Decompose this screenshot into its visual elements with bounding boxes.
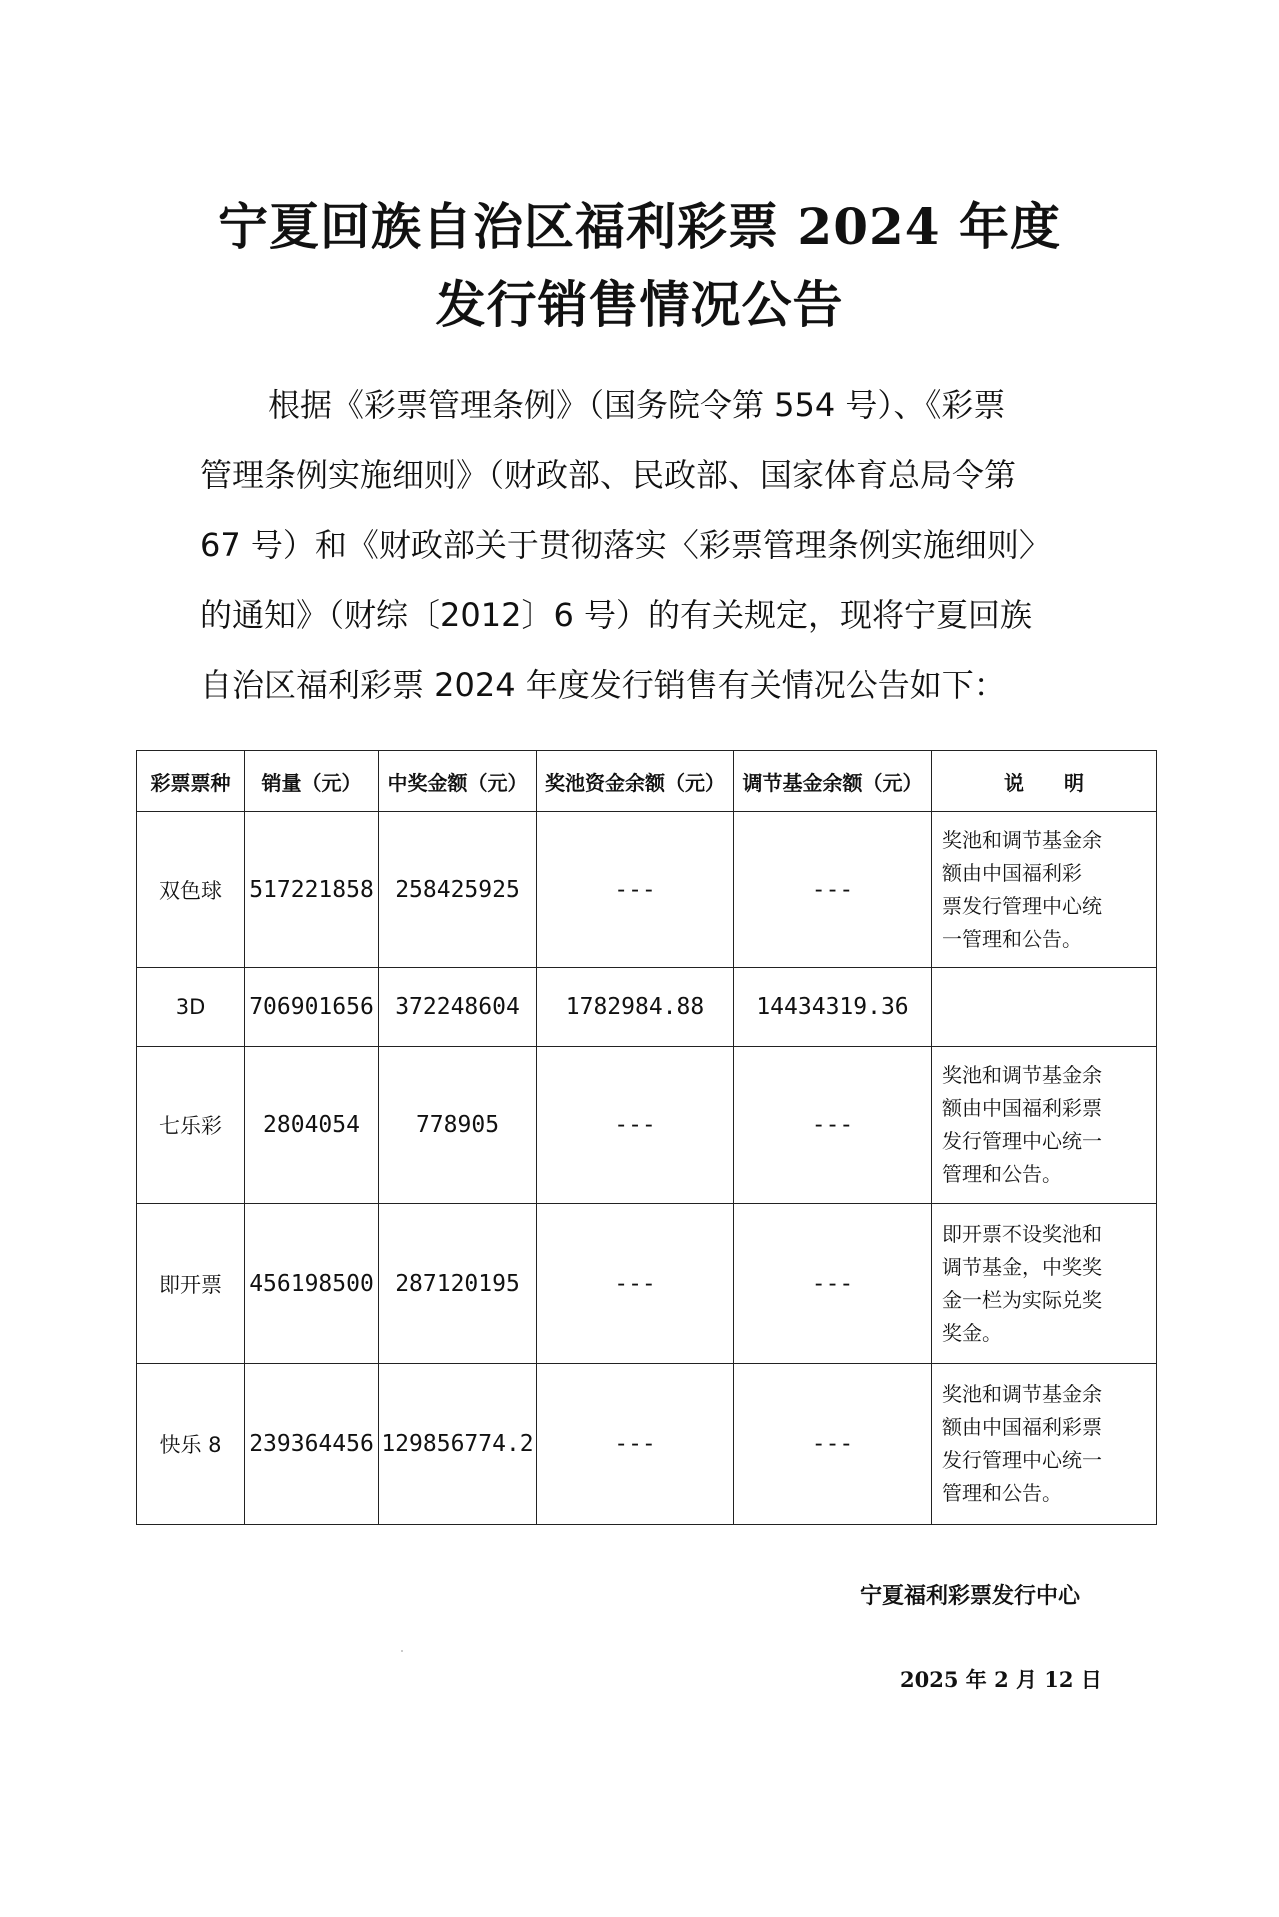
- cell-pool: 1782984.88: [537, 968, 734, 1047]
- note-line: 发行管理中心统一: [942, 1129, 1102, 1153]
- cell-pool: ---: [537, 1204, 734, 1364]
- header-pool: 奖池资金余额（元）: [537, 751, 734, 812]
- cell-type: 快乐 8: [137, 1364, 245, 1525]
- table-row: [137, 812, 1157, 968]
- cell-note: [932, 1364, 1157, 1525]
- cell-prize: 287120195: [379, 1204, 537, 1364]
- cell-fund: ---: [734, 1047, 932, 1204]
- note-line: 票发行管理中心统: [942, 893, 1102, 918]
- table-header-row: [137, 751, 1157, 812]
- paragraph-line: 自治区福利彩票 2024 年度发行销售有关情况公告如下：: [200, 666, 1006, 704]
- header-sales: 销量（元）: [245, 751, 379, 812]
- note-line: 额由中国福利彩票: [942, 1415, 1102, 1439]
- paragraph-line: 根据《彩票管理条例》（国务院令第 554 号）、《彩票: [268, 386, 1006, 424]
- cell-type: 七乐彩: [137, 1047, 245, 1204]
- paragraph-line: 67 号）和《财政部关于贯彻落实〈彩票管理条例实施细则〉: [200, 526, 1051, 564]
- cell-prize: 778905: [379, 1047, 537, 1204]
- cell-fund: 14434319.36: [734, 968, 932, 1047]
- note-line: 管理和公告。: [942, 1481, 1062, 1505]
- cell-note: [932, 1047, 1157, 1204]
- header-note: 说 明: [932, 751, 1157, 812]
- cell-note: [932, 1204, 1157, 1364]
- note-line: 金一栏为实际兑奖: [942, 1287, 1102, 1312]
- header-type: 彩票票种: [137, 751, 245, 812]
- table-row: [137, 1047, 1157, 1204]
- issue-date: 2025 年 2 月 12 日: [900, 1667, 1102, 1692]
- paragraph-line: 的通知》（财综〔2012〕6 号）的有关规定，现将宁夏回族: [200, 596, 1032, 634]
- title-line-2: 发行销售情况公告: [435, 275, 844, 334]
- cell-fund: ---: [734, 812, 932, 968]
- issuer-signature: 宁夏福利彩票发行中心: [860, 1583, 1081, 1609]
- cell-sales: 706901656: [245, 968, 379, 1047]
- cell-pool: ---: [537, 1364, 734, 1525]
- note-line: 奖池和调节基金余: [942, 827, 1102, 852]
- cell-prize: 372248604: [379, 968, 537, 1047]
- cell-prize: 129856774.2: [379, 1364, 537, 1525]
- scan-speck: [401, 1650, 403, 1652]
- note-line: 奖金。: [942, 1320, 1002, 1345]
- intro-paragraph: [200, 370, 1080, 720]
- table-row: [137, 1364, 1157, 1525]
- cell-type: 3D: [137, 968, 245, 1047]
- lottery-sales-table: [136, 750, 1157, 1525]
- cell-sales: 456198500: [245, 1204, 379, 1364]
- cell-prize: 258425925: [379, 812, 537, 968]
- table-row: [137, 1204, 1157, 1364]
- note-line: 调节基金，中奖奖: [942, 1254, 1102, 1279]
- header-fund: 调节基金余额（元）: [734, 751, 932, 812]
- note-line: 额由中国福利彩: [942, 860, 1082, 885]
- note-line: 奖池和调节基金余: [942, 1382, 1102, 1406]
- title-line-1: 宁夏回族自治区福利彩票 2024 年度: [218, 197, 1061, 256]
- cell-fund: ---: [734, 1364, 932, 1525]
- cell-sales: 2804054: [245, 1047, 379, 1204]
- cell-fund: ---: [734, 1204, 932, 1364]
- header-prize: 中奖金额（元）: [379, 751, 537, 812]
- cell-pool: ---: [537, 1047, 734, 1204]
- note-line: 奖池和调节基金余: [942, 1063, 1102, 1087]
- note-line: 即开票不设奖池和: [942, 1221, 1102, 1246]
- note-line: 额由中国福利彩票: [942, 1096, 1102, 1120]
- cell-sales: 239364456: [245, 1364, 379, 1525]
- cell-note: [932, 968, 1157, 1047]
- table-row: [137, 968, 1157, 1047]
- cell-note: [932, 812, 1157, 968]
- cell-type: 双色球: [137, 812, 245, 968]
- note-line: 发行管理中心统一: [942, 1448, 1102, 1472]
- cell-pool: ---: [537, 812, 734, 968]
- note-line: 一管理和公告。: [942, 926, 1082, 951]
- note-line: 管理和公告。: [942, 1162, 1062, 1186]
- cell-type: 即开票: [137, 1204, 245, 1364]
- cell-sales: 517221858: [245, 812, 379, 968]
- paragraph-line: 管理条例实施细则》（财政部、民政部、国家体育总局令第: [200, 456, 1017, 494]
